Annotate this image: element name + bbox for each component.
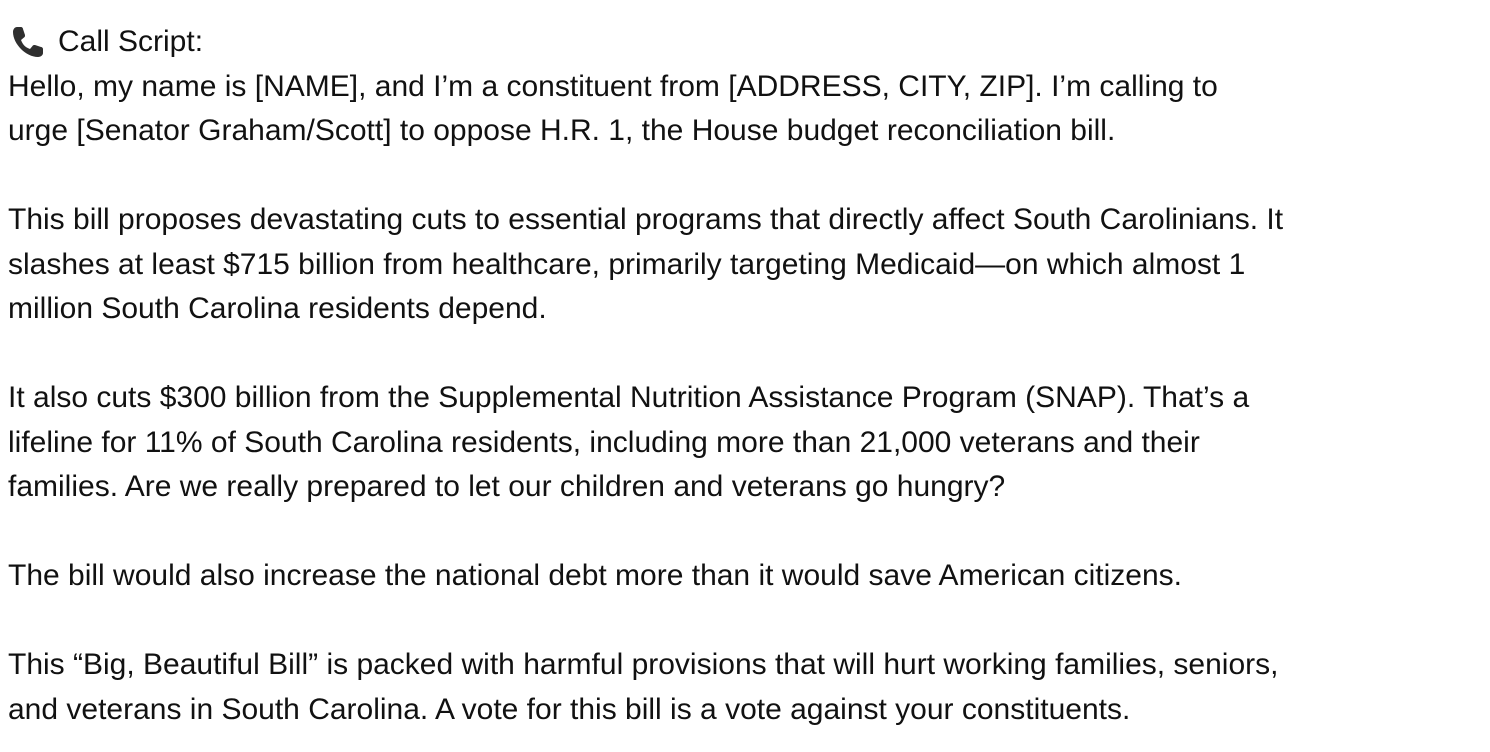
paragraph-line: It also cuts $300 billion from the Supplemental Nutrition Assistance Program (SNAP). That’s a: [8, 381, 1250, 414]
paragraph-line: urge [Senator Graham/Scott] to oppose H.R. 1, the House budget reconciliation bill.: [8, 114, 1116, 147]
paragraph-healthcare: [8, 198, 1478, 332]
call-script-heading: [8, 20, 1478, 65]
paragraph-line: million South Carolina residents depend.: [8, 292, 547, 325]
paragraph-line: and veterans in South Carolina. A vote for this bill is a vote against your constituents.: [8, 692, 1131, 726]
paragraph-line: Hello, my name is [NAME], and I’m a constituent from [ADDRESS, CITY, ZIP]. I’m calling to: [8, 69, 1218, 103]
paragraph-line: families. Are we really prepared to let our children and veterans go hungry?: [8, 470, 1006, 503]
paragraph-snap: [8, 376, 1478, 510]
paragraph-line: This “Big, Beautiful Bill” is packed with harmful provisions that will hurt working families, seniors,: [8, 648, 1279, 681]
paragraph-line: slashes at least $715 billion from healthcare, primarily targeting Medicaid—on which almost 1: [8, 247, 1246, 281]
paragraph-line: The bill would also increase the national debt more than it would save American citizens.: [8, 559, 1182, 592]
paragraph-intro: [8, 65, 1478, 154]
paragraph-line: This bill proposes devastating cuts to essential programs that directly affect South Carolinians. It: [8, 203, 1284, 236]
paragraph-line: lifeline for 11% of South Carolina residents, including more than 21,000 veterans and their: [8, 425, 1200, 459]
phone-icon: [8, 22, 48, 62]
heading-label: Call Script:: [58, 25, 204, 58]
call-script-document: [8, 20, 1478, 732]
paragraph-debt: [8, 554, 1478, 599]
paragraph-closing: [8, 643, 1478, 732]
